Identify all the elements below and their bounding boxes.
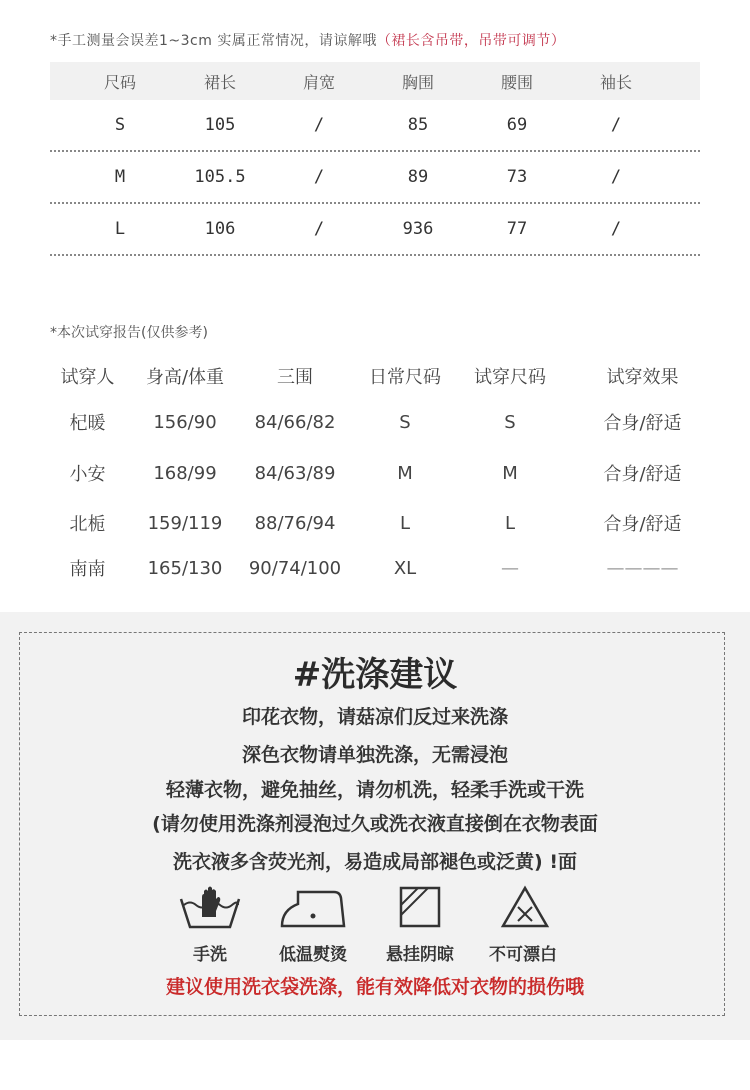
line-dry-shade-label: 悬挂阴晾 (386, 945, 454, 965)
line-dry-shade-icon (398, 885, 442, 929)
size-cell: / (610, 167, 622, 187)
size-row-m (50, 152, 700, 204)
size-cell: 77 (506, 219, 528, 239)
low-iron-icon (278, 888, 348, 930)
size-cell: 85 (407, 115, 429, 135)
fit-row (40, 547, 720, 589)
size-cell: / (313, 219, 325, 239)
wash-line: 深色衣物请单独洗涤，无需浸泡 (241, 744, 508, 766)
wash-line: 印花衣物，请菇凉们反过来洗涤 (241, 706, 508, 728)
size-row-s (50, 100, 700, 152)
low-iron-label: 低温熨烫 (279, 945, 347, 965)
fit-cell: ———— (606, 557, 679, 579)
size-cell: / (313, 115, 325, 135)
size-header-size: 尺码 (103, 72, 136, 92)
fit-cell: — (501, 557, 519, 579)
fit-cell: 北栀 (69, 514, 106, 535)
fit-cell: 合身/舒适 (603, 464, 682, 485)
fit-cell: 合身/舒适 (603, 514, 682, 535)
fit-cell: 168/99 (153, 462, 217, 484)
no-bleach-label: 不可漂白 (489, 945, 557, 965)
size-cell: S (114, 115, 126, 135)
fit-cell: 88/76/94 (254, 512, 336, 534)
hand-wash-label: 手洗 (193, 945, 227, 965)
fit-cell: 156/90 (153, 411, 217, 433)
fit-table-header (40, 355, 720, 397)
fit-header-usual-size: 日常尺码 (369, 367, 441, 388)
fit-cell: 合身/舒适 (603, 413, 682, 434)
fit-report-note: *本次试穿报告(仅供参考) (50, 325, 208, 341)
size-row-l (50, 204, 700, 256)
size-header-length: 裙长 (203, 72, 236, 92)
fit-header-measurements: 三围 (277, 367, 313, 388)
size-header-shoulder: 肩宽 (302, 72, 335, 92)
fit-cell: 84/63/89 (254, 462, 336, 484)
size-cell: / (610, 115, 622, 135)
size-cell: / (610, 219, 622, 239)
size-header-waist: 腰围 (500, 72, 533, 92)
hand-wash-icon (178, 885, 242, 931)
fit-report-table (40, 355, 720, 589)
fit-cell: 165/130 (147, 557, 223, 579)
fit-cell: 90/74/100 (248, 557, 342, 579)
wash-line: (请勿使用洗涤剂浸泡过久或洗衣液直接倒在衣物表面 (152, 813, 598, 835)
size-table-header (50, 62, 700, 100)
size-table (50, 62, 700, 256)
fit-header-result: 试穿效果 (606, 367, 679, 388)
measurement-note-highlight: （裙长含吊带，吊带可调节） (376, 33, 566, 49)
fit-cell: S (504, 411, 516, 433)
size-cell: 73 (506, 167, 528, 187)
fit-header-height-weight: 身高/体重 (145, 367, 225, 388)
size-cell: 69 (506, 115, 528, 135)
measurement-note (50, 30, 565, 50)
fit-cell: L (504, 512, 516, 534)
wash-title: #洗涤建议 (292, 655, 458, 695)
size-header-sleeve: 袖长 (599, 72, 632, 92)
size-cell: 106 (204, 219, 236, 239)
wash-line: 轻薄衣物，避免抽丝，请勿机洗，轻柔手洗或干洗 (165, 779, 584, 801)
fit-cell: XL (393, 557, 417, 579)
fit-cell: 南南 (69, 559, 106, 580)
fit-cell: 159/119 (147, 512, 223, 534)
size-cell: / (313, 167, 325, 187)
fit-row (40, 397, 720, 447)
size-cell: L (114, 219, 126, 239)
fit-cell: L (399, 512, 411, 534)
fit-cell: S (399, 411, 411, 433)
fit-header-tried-size: 试穿尺码 (474, 367, 546, 388)
size-header-bust: 胸围 (401, 72, 434, 92)
size-cell: 89 (407, 167, 429, 187)
fit-cell: 小安 (69, 464, 106, 485)
size-cell: 105.5 (194, 167, 246, 187)
no-bleach-icon (500, 885, 550, 929)
fit-row (40, 499, 720, 547)
wash-bag-advice: 建议使用洗衣袋洗涤，能有效降低对衣物的损伤哦 (165, 976, 584, 998)
fit-row (40, 447, 720, 499)
measurement-note-text: *手工测量会误差1~3cm 实属正常情况，请谅解哦 (50, 33, 377, 49)
size-cell: 105 (204, 115, 236, 135)
fit-header-tester: 试穿人 (60, 367, 115, 388)
size-cell: 936 (402, 219, 434, 239)
fit-cell: M (397, 462, 413, 484)
size-cell: M (114, 167, 126, 187)
fit-cell: 84/66/82 (254, 411, 336, 433)
fit-cell: M (502, 462, 518, 484)
wash-line: 洗衣液多含荧光剂，易造成局部褪色或泛黄) !面 (173, 851, 577, 873)
fit-cell: 杞暖 (69, 413, 106, 434)
